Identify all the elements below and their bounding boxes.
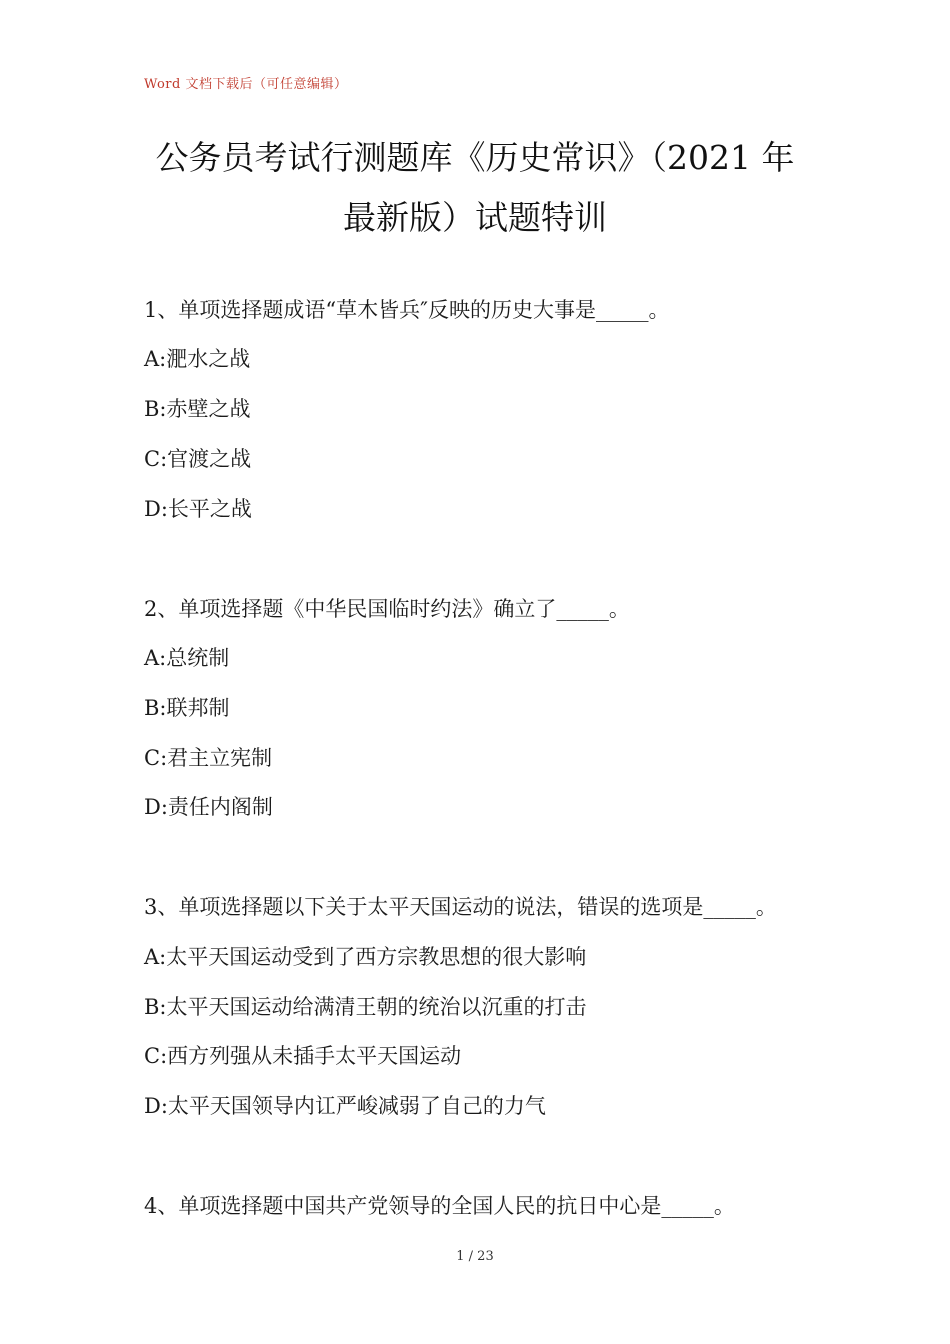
question-3-option-a: A:太平天国运动受到了西方宗教思想的很大影响: [144, 945, 587, 969]
document-title-line-1: 公务员考试行测题库《历史常识》（2021 年: [155, 138, 795, 177]
question-1-option-b: B:赤壁之战: [144, 397, 251, 421]
question-2-option-c: C:君主立宪制: [144, 746, 273, 770]
question-2-stem: 2、单项选择题《中华民国临时约法》确立了_____。: [144, 597, 630, 621]
question-1-option-d: D:长平之战: [144, 497, 252, 521]
question-2-option-a: A:总统制: [144, 646, 230, 670]
question-1-option-c: C:官渡之战: [144, 447, 252, 471]
question-1-option-a: A:淝水之战: [144, 347, 251, 371]
question-3-option-b: B:太平天国运动给满清王朝的统治以沉重的打击: [144, 995, 587, 1019]
document-title-line-2: 最新版）试题特训: [343, 198, 607, 237]
question-3-stem: 3、单项选择题以下关于太平天国运动的说法，错误的选项是_____。: [144, 895, 777, 919]
question-3-option-d: D:太平天国领导内讧严峻减弱了自己的力气: [144, 1094, 546, 1118]
question-3-option-c: C:西方列强从未插手太平天国运动: [144, 1044, 462, 1068]
question-4-stem: 4、单项选择题中国共产党领导的全国人民的抗日中心是_____。: [144, 1194, 735, 1218]
page-number: 1 / 23: [456, 1249, 494, 1264]
question-2-option-d: D:责任内阁制: [144, 795, 273, 819]
download-note: Word 文档下载后（可任意编辑）: [144, 77, 348, 92]
question-1-stem: 1、单项选择题成语“草木皆兵″反映的历史大事是_____。: [144, 298, 670, 322]
question-2-option-b: B:联邦制: [144, 696, 230, 720]
